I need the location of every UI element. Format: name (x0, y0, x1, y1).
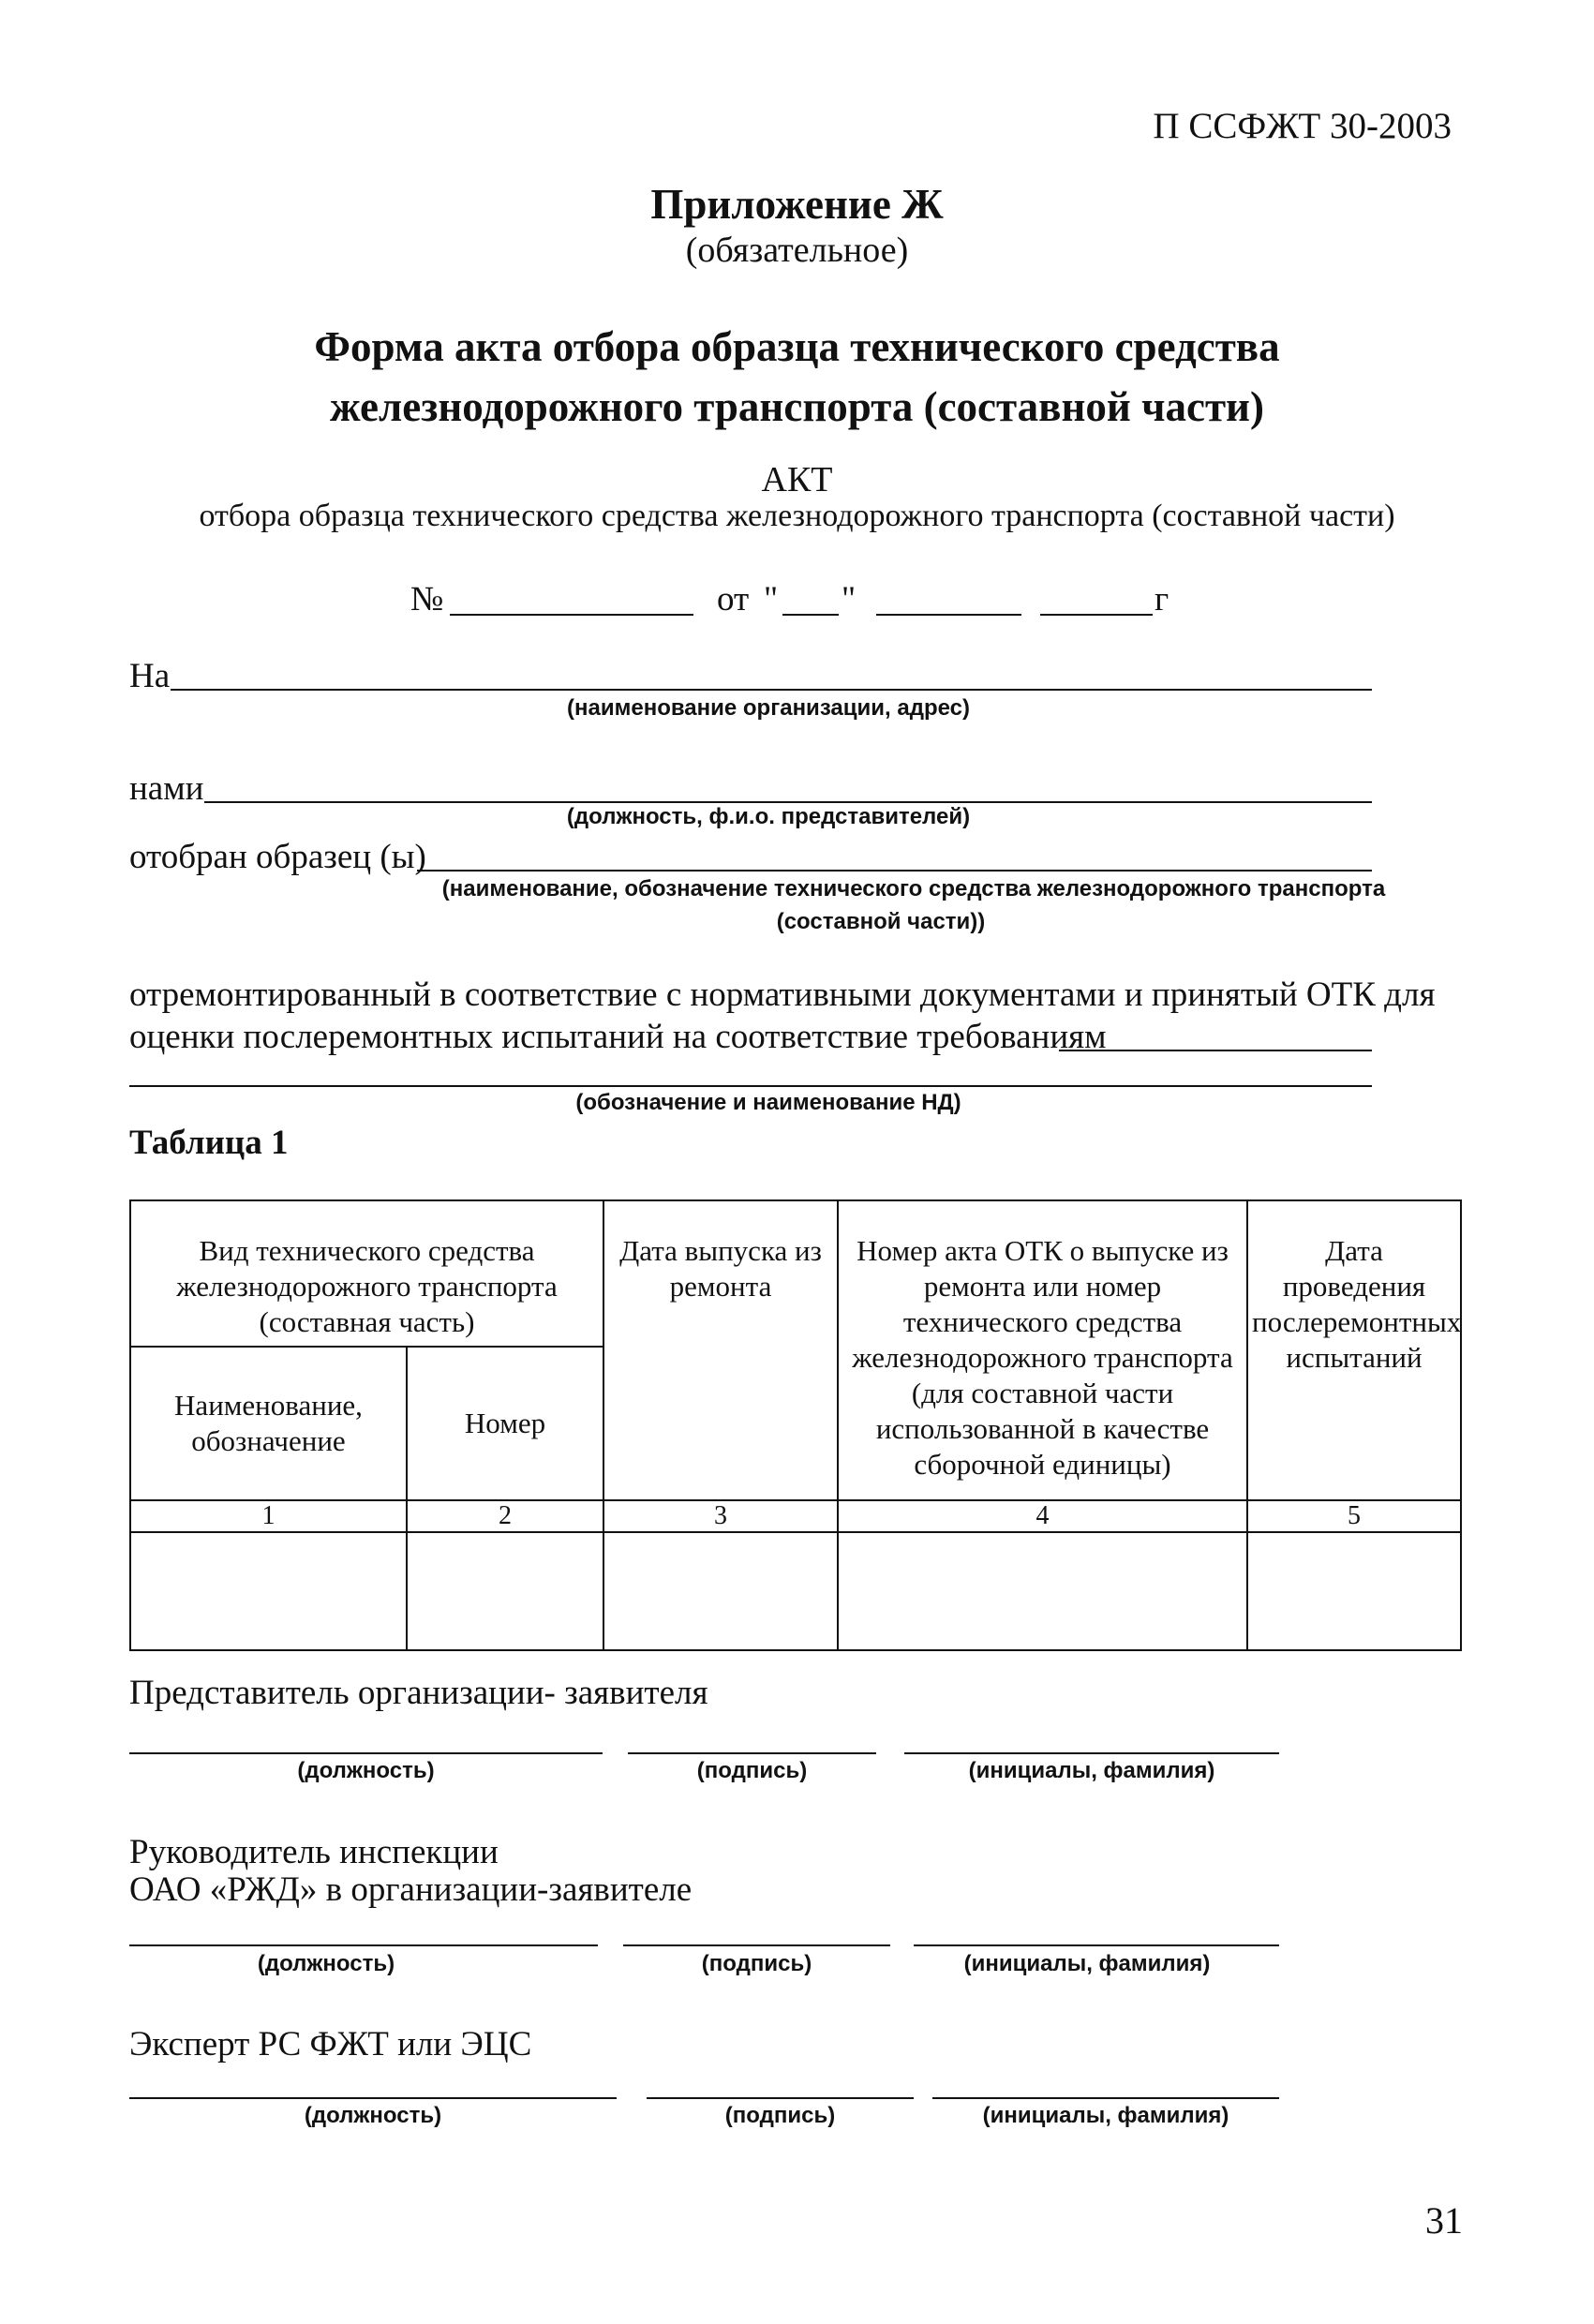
caption-position: (должность) (257, 1951, 395, 1976)
document-code: П ССФЖТ 30-2003 (1153, 106, 1452, 146)
date-prefix: от (717, 580, 750, 618)
form-title-line1: Форма акта отбора образца технического средства (314, 323, 1280, 370)
representatives-caption: (должность, ф.и.о. представителей) (566, 804, 971, 829)
signature-sign-line[interactable] (628, 1752, 876, 1754)
caption-position: (должность) (304, 2103, 442, 2128)
signature-name-line[interactable] (932, 2097, 1279, 2099)
header-otk-act-number: Номер акта ОТК о выпуске из ремонта или номер технического средства железнодорожного транспорта (для составной части использованной в качестве сборочной единицы) (838, 1200, 1247, 1500)
caption-signature: (подпись) (724, 2103, 836, 2128)
caption-name: (инициалы, фамилия) (982, 2103, 1229, 2128)
caption-name: (инициалы, фамилия) (963, 1951, 1211, 1976)
signature-sign-line[interactable] (647, 2097, 914, 2099)
na-label: На (129, 657, 171, 695)
signature-name-line[interactable] (904, 1752, 1279, 1754)
organization-field-line[interactable] (171, 689, 1372, 691)
signature-name-line[interactable] (914, 1944, 1279, 1946)
akt-title: АКТ (761, 460, 833, 499)
nd-caption: (обозначение и наименование НД) (575, 1090, 961, 1115)
signature-role-inspection-head: Руководитель инспекции (129, 1833, 499, 1871)
column-number: 4 (838, 1500, 1247, 1532)
signature-position-line[interactable] (129, 1752, 603, 1754)
month-field-line[interactable] (876, 614, 1021, 616)
signature-sign-line[interactable] (623, 1944, 890, 1946)
column-number: 1 (130, 1500, 407, 1532)
requirements-field-line-2[interactable] (129, 1085, 1372, 1087)
page-number: 31 (1425, 2199, 1463, 2242)
signature-role-inspection-head-line2: ОАО «РЖД» в организации-заявителе (129, 1870, 693, 1909)
caption-signature: (подпись) (701, 1951, 812, 1976)
organization-caption: (наименование организации, адрес) (567, 695, 970, 721)
sample-caption-line2: (составной части)) (776, 909, 986, 934)
header-number: Номер (407, 1347, 603, 1500)
nami-label: нами (129, 769, 204, 808)
caption-position: (должность) (297, 1758, 435, 1783)
sample-field-line[interactable] (417, 870, 1372, 872)
table-cell-empty[interactable] (130, 1532, 407, 1650)
header-vehicle-type: Вид технического средства железнодорожного транспорта (составная часть) (130, 1200, 603, 1347)
repaired-text-line1: отремонтированный в соответствие с нормативными документами и принятый ОТК для (129, 976, 1436, 1014)
number-field-line[interactable] (450, 614, 693, 616)
header-test-date: Дата проведения послеремонтных испытаний (1247, 1200, 1461, 1500)
signature-role-expert: Эксперт РС ФЖТ или ЭЦС (129, 2025, 532, 2063)
appendix-title: Приложение Ж (650, 181, 944, 228)
caption-signature: (подпись) (696, 1758, 808, 1783)
repaired-text-line2: оценки послеремонтных испытаний на соответствие требованиям (129, 1018, 1107, 1056)
number-prefix: № (410, 580, 444, 618)
akt-subtitle: отбора образца технического средства железнодорожного транспорта (составной части) (199, 499, 1395, 533)
signature-role-applicant: Представитель организации- заявителя (129, 1674, 708, 1712)
signature-position-line[interactable] (129, 1944, 598, 1946)
table-cell-empty[interactable] (407, 1532, 603, 1650)
table-cell-empty[interactable] (1247, 1532, 1461, 1650)
header-release-date: Дата выпуска из ремонта (603, 1200, 838, 1500)
table-caption: Таблица 1 (129, 1124, 289, 1162)
representatives-field-line[interactable] (204, 801, 1372, 803)
form-title (0, 317, 1594, 437)
sample-table (129, 1199, 1462, 1651)
header-name-designation: Наименование, обозначение (130, 1347, 407, 1500)
day-field-line[interactable] (782, 614, 839, 616)
sample-label: отобран образец (ы) (129, 838, 426, 876)
quote-open: " (764, 580, 779, 618)
year-field-line[interactable] (1040, 614, 1153, 616)
column-number: 2 (407, 1500, 603, 1532)
appendix-subtitle: (обязательное) (685, 231, 909, 270)
table-cell-empty[interactable] (838, 1532, 1247, 1650)
form-title-line2: железнодорожного транспорта (составной части) (330, 383, 1264, 430)
column-number: 3 (603, 1500, 838, 1532)
year-suffix: г (1155, 580, 1169, 618)
caption-name: (инициалы, фамилия) (968, 1758, 1215, 1783)
table-cell-empty[interactable] (603, 1532, 838, 1650)
requirements-field-line[interactable] (1059, 1050, 1372, 1051)
quote-close: " (842, 580, 857, 618)
sample-caption-line1: (наименование, обозначение технического средства железнодорожного транспорта (441, 876, 1386, 901)
column-number: 5 (1247, 1500, 1461, 1532)
signature-position-line[interactable] (129, 2097, 617, 2099)
